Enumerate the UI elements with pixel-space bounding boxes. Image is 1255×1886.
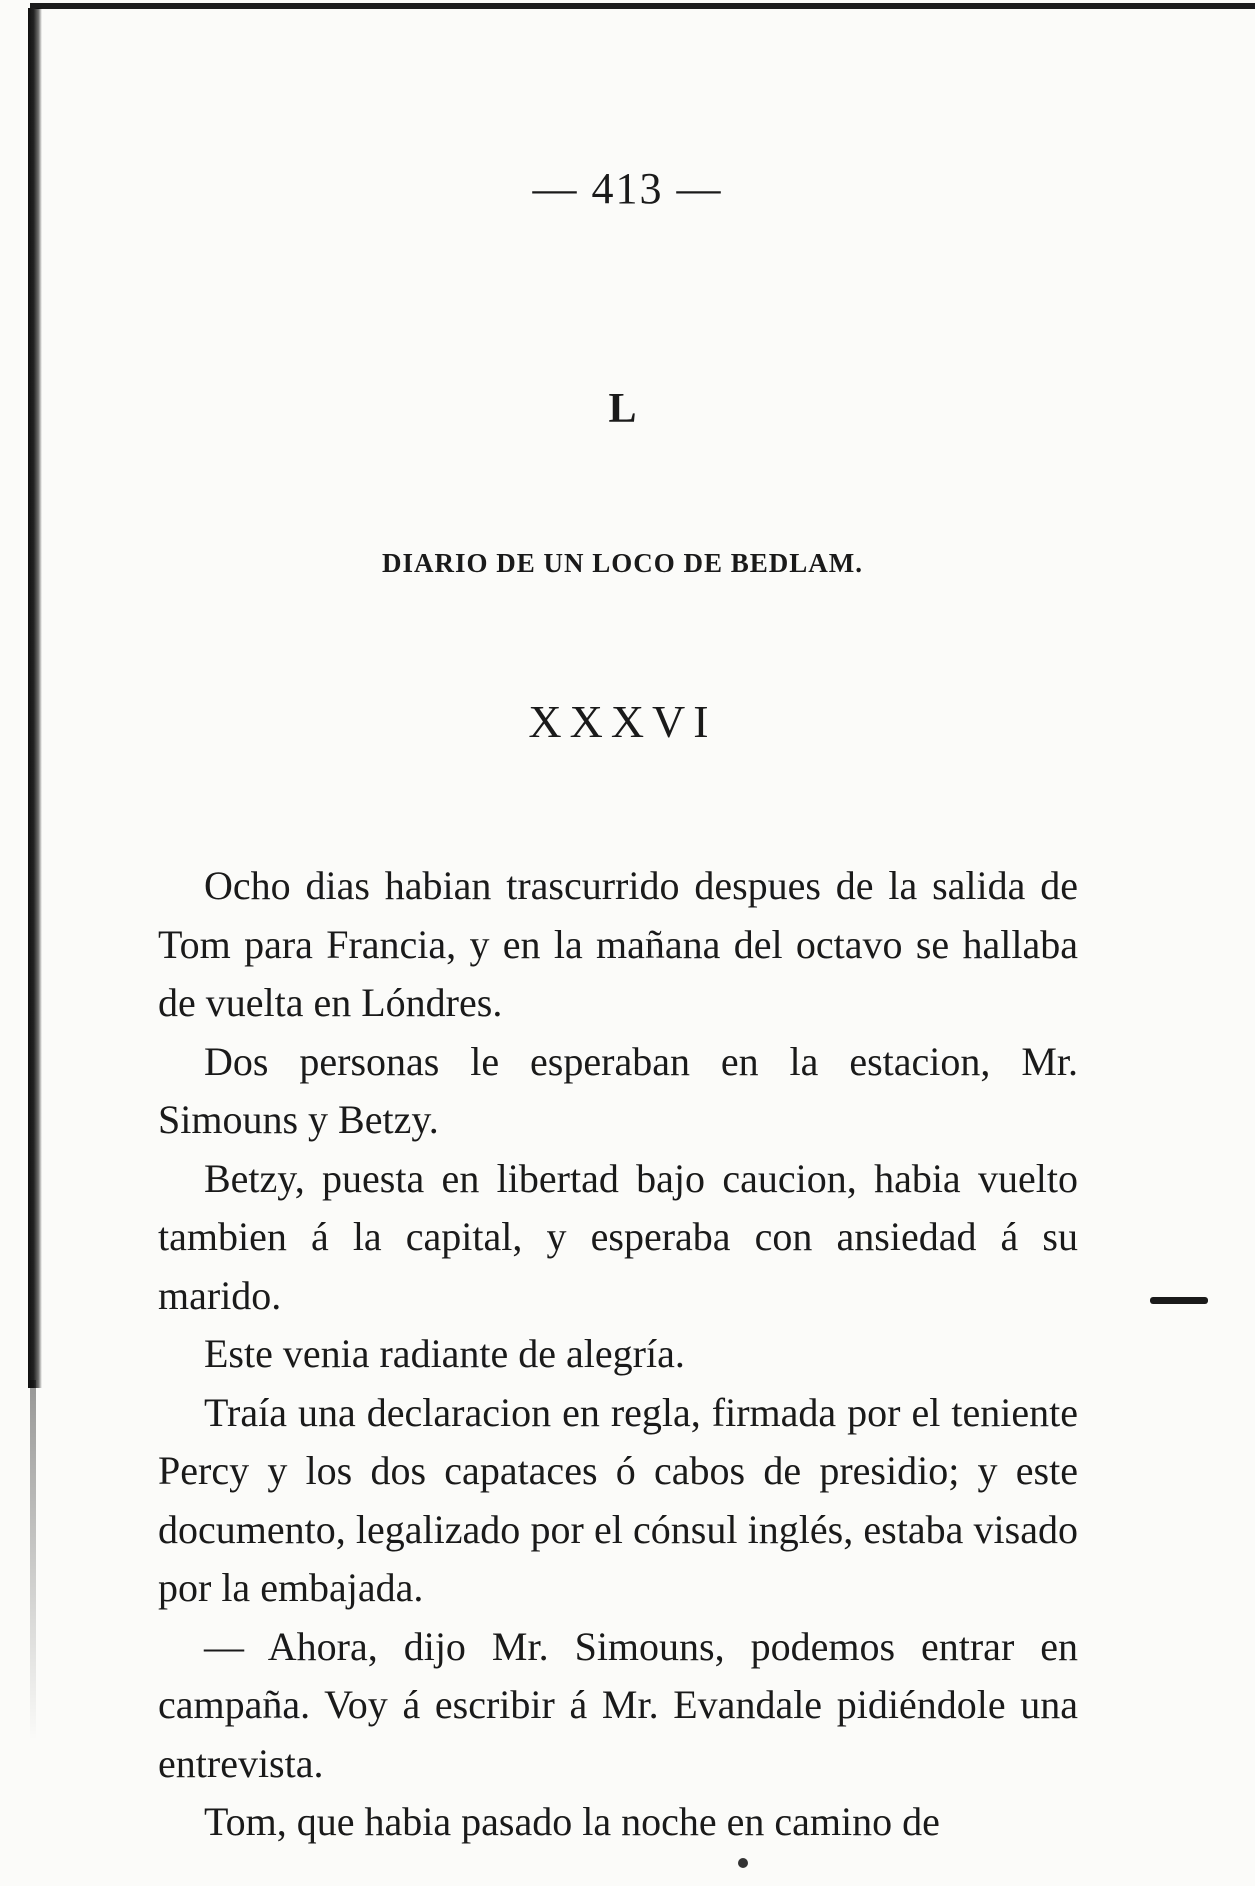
paragraph-6: — Ahora, dijo Mr. Simouns, podemos entrar en campaña. Voy á escribir á Mr. Evandale pidiéndole una entrevista.	[158, 1623, 1078, 1786]
paragraph-5: Traía una declaracion en regla, firmada por el teniente Percy y los dos capataces ó cabos de presidio; y este documento, legalizado por el cónsul inglés, estaba visado por la embajada.	[158, 1389, 1078, 1610]
margin-ink-mark	[1150, 1297, 1208, 1304]
body-text	[158, 857, 1078, 1852]
paragraph-2: Dos personas le esperaban en la estacion, Mr. Simouns y Betzy.	[158, 1038, 1078, 1142]
binding-shadow-fade	[30, 1380, 36, 1740]
ink-speck	[738, 1858, 748, 1868]
top-border-rule	[30, 3, 1255, 9]
page-number: — 413 —	[532, 164, 723, 213]
paragraph-7: Tom, que habia pasado la noche en camino de	[204, 1799, 940, 1844]
paragraph-3: Betzy, puesta en libertad bajo caucion, habia vuelto tambien á la capital, y esperaba con ansiedad á su marido.	[158, 1155, 1078, 1318]
paragraph-1: Ocho dias habian trascurrido despues de la salida de Tom para Francia, y en la mañana del octavo se hallaba de vuelta en Lóndres.	[158, 863, 1078, 1025]
section-number: XXXVI	[528, 696, 717, 747]
chapter-title: DIARIO DE UN LOCO DE BEDLAM.	[381, 548, 864, 578]
chapter-number: L	[608, 386, 637, 432]
paragraph-4: Este venia radiante de alegría.	[204, 1331, 685, 1376]
